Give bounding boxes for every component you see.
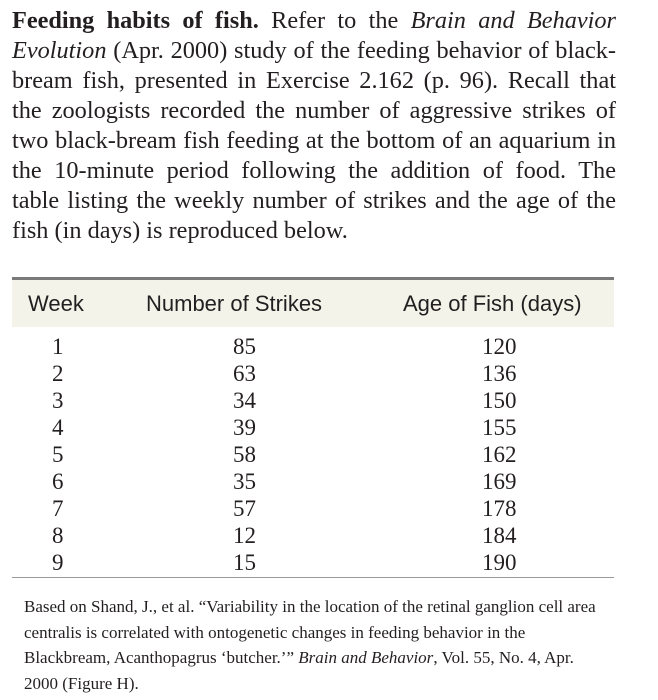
cell-week: 8 bbox=[52, 523, 64, 548]
table-row bbox=[12, 360, 614, 387]
cell-strikes: 15 bbox=[233, 550, 256, 575]
exercise-title: Feeding habits of fish. bbox=[12, 7, 259, 34]
cell-strikes: 35 bbox=[233, 469, 256, 494]
source-journal-name: Brain and Behavior bbox=[298, 648, 434, 667]
cell-strikes: 85 bbox=[233, 334, 256, 359]
intro-text-2: (Apr. 2000) study of the feeding behavior of black-bream fish, presented in Exercise 2.162 (p. 96). Recall that the zoologists recorded the number of aggressive strikes of two black-bream fish feeding at the bottom of an aquarium in the 10-minute period following the addition of food. The table listing the weekly number of strikes and the age of the fish (in days) is reproduced below. bbox=[12, 37, 616, 244]
table-header-row bbox=[12, 280, 614, 327]
cell-strikes: 58 bbox=[233, 442, 256, 467]
table-row bbox=[12, 468, 614, 495]
cell-age: 136 bbox=[482, 361, 517, 386]
table-row bbox=[12, 387, 614, 414]
cell-age: 120 bbox=[482, 334, 517, 359]
cell-week: 5 bbox=[52, 442, 64, 467]
table-row bbox=[12, 333, 614, 360]
source-note bbox=[24, 594, 596, 696]
cell-week: 7 bbox=[52, 496, 64, 521]
cell-strikes: 12 bbox=[233, 523, 256, 548]
journal-name: Brain and Behavior Evolution bbox=[12, 7, 617, 64]
table-row bbox=[12, 522, 614, 549]
cell-week: 1 bbox=[52, 334, 64, 359]
cell-age: 178 bbox=[482, 496, 517, 521]
cell-strikes: 57 bbox=[233, 496, 256, 521]
table-bottom-rule bbox=[12, 577, 614, 578]
table-row bbox=[12, 441, 614, 468]
table-row bbox=[12, 414, 614, 441]
cell-week: 4 bbox=[52, 415, 64, 440]
cell-age: 169 bbox=[482, 469, 517, 494]
cell-week: 3 bbox=[52, 388, 64, 413]
cell-age: 155 bbox=[482, 415, 517, 440]
cell-strikes: 39 bbox=[233, 415, 256, 440]
table-row bbox=[12, 495, 614, 522]
cell-strikes: 34 bbox=[233, 388, 256, 413]
header-week: Week bbox=[28, 291, 84, 316]
cell-age: 150 bbox=[482, 388, 517, 413]
fish-data-table bbox=[12, 277, 614, 578]
source-note-text-2: , Vol. 55, No. 4, Apr. 2000 (Figure H). bbox=[24, 648, 574, 693]
intro-text-1: Refer to the bbox=[258, 7, 411, 34]
source-note-text-1: Based on Shand, J., et al. “Variability in the location of the retinal ganglion cell area centralis is correlated with ontogenetic changes in feeding behavior in the Blackbream, Acanthopagrus ‘butcher.’” bbox=[24, 597, 596, 667]
table-body bbox=[12, 327, 614, 577]
cell-strikes: 63 bbox=[233, 361, 256, 386]
header-age-of-fish: Age of Fish (days) bbox=[403, 291, 582, 316]
cell-week: 2 bbox=[52, 361, 64, 386]
table-row bbox=[12, 549, 614, 576]
exercise-intro-paragraph bbox=[12, 6, 616, 246]
cell-week: 9 bbox=[52, 550, 64, 575]
cell-age: 190 bbox=[482, 550, 517, 575]
header-number-of-strikes: Number of Strikes bbox=[146, 291, 323, 316]
cell-age: 184 bbox=[482, 523, 517, 548]
cell-age: 162 bbox=[482, 442, 517, 467]
cell-week: 6 bbox=[52, 469, 64, 494]
